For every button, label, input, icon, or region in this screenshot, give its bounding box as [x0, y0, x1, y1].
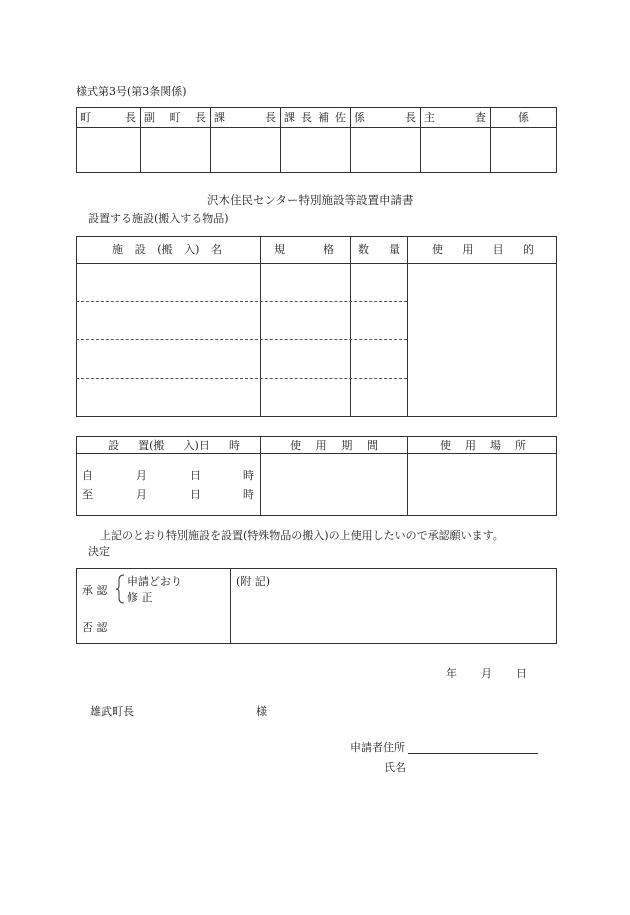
to-label: 至: [82, 488, 93, 501]
applicant-name-label: 氏名: [384, 761, 406, 774]
as-requested-option: 申請どおり: [127, 575, 182, 588]
approve-label: 承 認: [82, 584, 108, 597]
to-hour: 時: [243, 488, 254, 501]
document-title: 沢木住民センター特別施設等設置申請書: [207, 193, 414, 207]
from-month: 月: [136, 469, 147, 482]
amended-option: 修 正: [127, 591, 153, 604]
header-quantity: 数 量: [358, 243, 400, 256]
statement: 上記のとおり特別施設を設置(特殊物品の搬入)の上使用したいので承認願います。: [100, 529, 504, 542]
from-hour: 時: [243, 469, 254, 482]
to-month: 月: [136, 488, 147, 501]
reject-label: 否 認: [82, 621, 108, 634]
header-assistant-chief: 課 長 補 佐: [284, 111, 346, 124]
header-facility-name: 施 設 (搬 入) 名: [112, 243, 222, 256]
header-purpose: 使 用 目 的: [432, 243, 534, 256]
header-deputy-mayor: 副 町 長: [144, 111, 206, 124]
applicant-address-label: 申請者住所: [350, 741, 405, 754]
header-subsection-chief: 係 長: [354, 111, 416, 124]
header-usage-place: 使 用 場 所: [440, 439, 526, 452]
header-specification: 規 格: [274, 243, 334, 256]
header-staff: 係: [518, 111, 529, 124]
date-month: 月: [481, 667, 492, 680]
from-day: 日: [190, 469, 201, 482]
header-section-chief: 課 長: [214, 111, 276, 124]
header-inspector: 主 査: [424, 111, 486, 124]
header-install-datetime: 設 置(搬 入)日 時: [108, 439, 240, 452]
from-label: 自: [82, 469, 93, 482]
honorific: 様: [256, 705, 267, 718]
to-day: 日: [190, 488, 201, 501]
date-year: 年: [446, 667, 457, 680]
note-label: (附 記): [236, 575, 271, 588]
applicant-address-line[interactable]: [408, 753, 538, 754]
subtitle: 設置する施設(搬入する物品): [88, 212, 229, 225]
decision-label: 決定: [88, 545, 110, 558]
header-usage-period: 使 用 期 間: [290, 439, 378, 452]
addressee: 雄武町長: [90, 705, 134, 718]
date-day: 日: [516, 667, 527, 680]
header-mayor: 町 長: [80, 111, 136, 124]
form-number: 様式第3号(第3条関係): [76, 85, 187, 98]
brace-icon: [115, 574, 125, 604]
